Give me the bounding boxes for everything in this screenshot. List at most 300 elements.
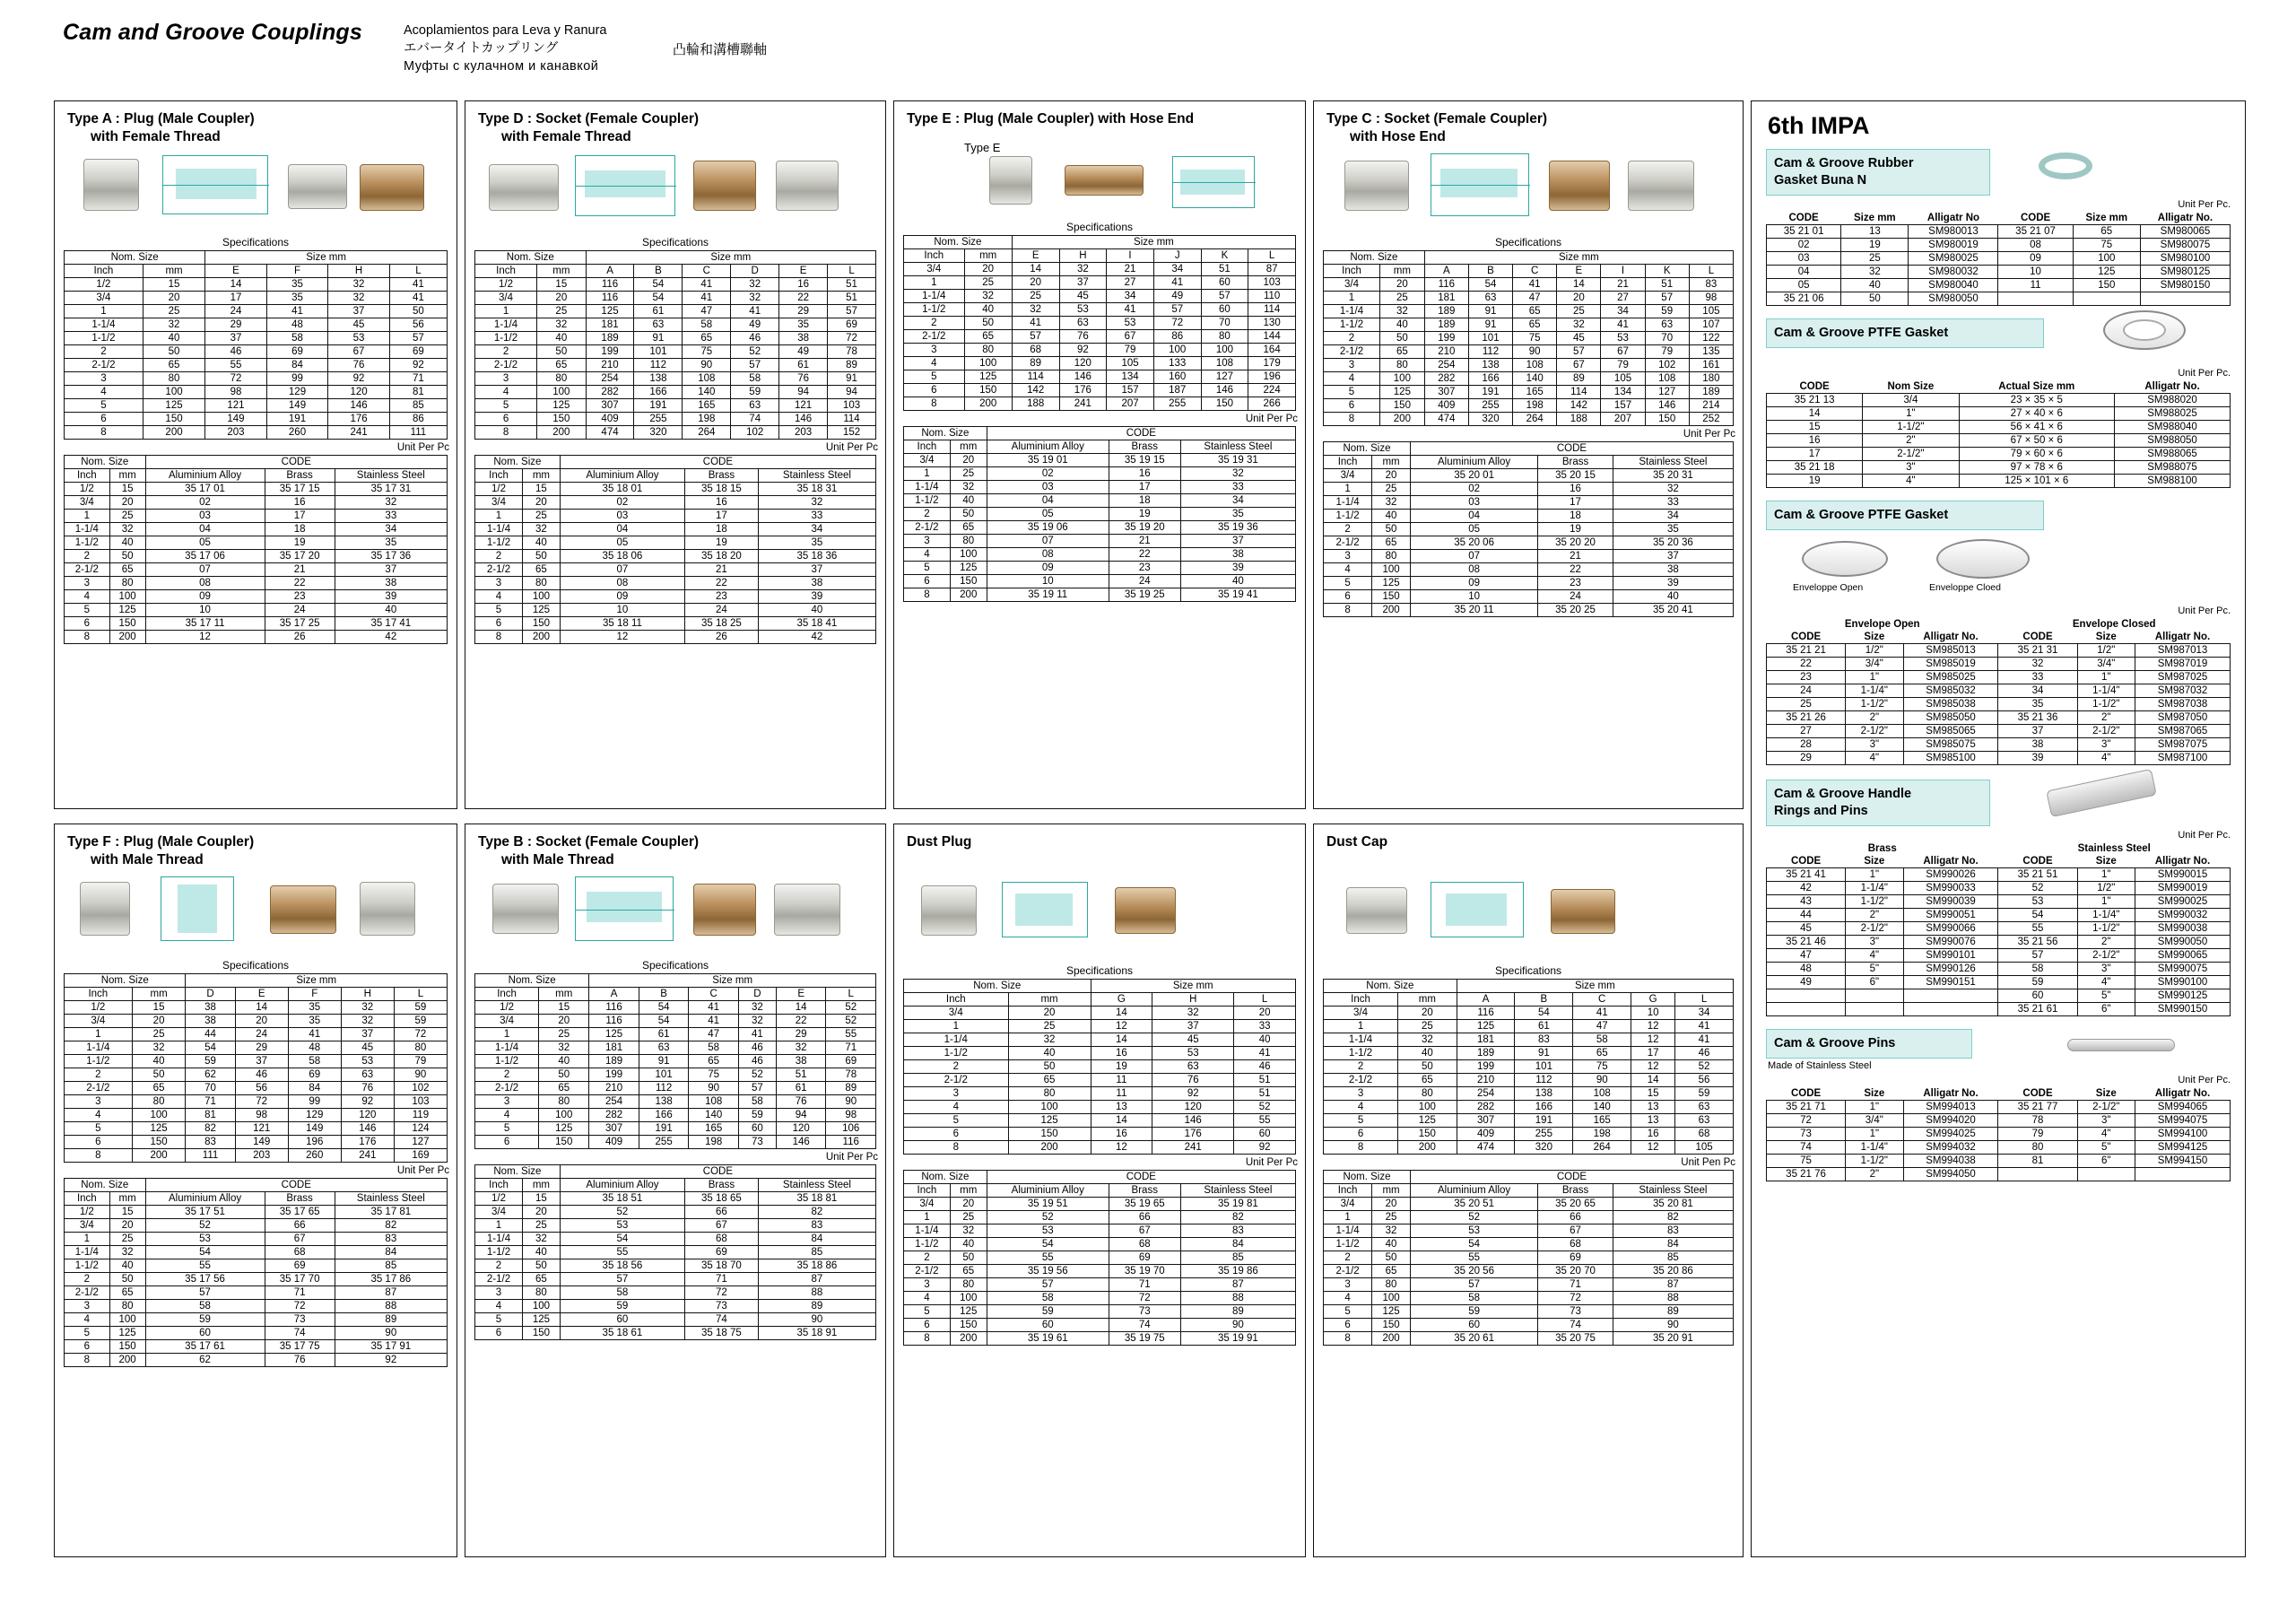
cell-value: 166 xyxy=(1515,1101,1573,1114)
cell-value: 241 xyxy=(1152,1141,1234,1155)
cell-value: 4" xyxy=(1846,752,1903,765)
cell-value: SM988075 xyxy=(2115,461,2231,475)
impa-ptfe2-body xyxy=(1767,618,2231,765)
cell-value: SM990100 xyxy=(2135,976,2231,989)
table-row xyxy=(65,1068,448,1082)
cell-code: 08 xyxy=(1410,563,1537,577)
cell-value: 57 xyxy=(828,305,876,318)
cell-value: 35 21 06 xyxy=(1767,292,1841,306)
cell-value: 46 xyxy=(235,1068,288,1082)
cell-value: SM987025 xyxy=(2135,671,2231,684)
table-row xyxy=(475,413,876,426)
table-subheader-row xyxy=(65,469,448,483)
cell-value: 32 xyxy=(1152,1007,1234,1020)
cell-code: 89 xyxy=(1613,1305,1733,1319)
cell-code: 35 19 81 xyxy=(1180,1198,1295,1211)
cell-value: 203 xyxy=(779,426,828,440)
cell-value: 1" xyxy=(1846,671,1903,684)
table-row xyxy=(904,1238,1296,1251)
cell-value: 81 xyxy=(1998,1155,2077,1168)
cell-nom-size: 2-1/2 xyxy=(1324,345,1380,359)
col-header-mm: mm xyxy=(539,988,589,1001)
cell-nom-size: 6 xyxy=(904,384,965,397)
cell-value: SM990151 xyxy=(1903,976,1998,989)
cell-value: 1-1/2" xyxy=(1846,698,1903,711)
col-header-e: E xyxy=(776,988,826,1001)
type-b-photo-1 xyxy=(492,884,559,934)
cell-value: 101 xyxy=(634,345,683,359)
cell-value: 46 xyxy=(1234,1060,1296,1074)
table-subheader-row xyxy=(1324,456,1734,469)
col-header-inch: Inch xyxy=(65,265,144,278)
cell-value: 59 xyxy=(1645,305,1689,318)
table-row xyxy=(1767,936,2231,949)
cell-value: 17 xyxy=(205,292,267,305)
cell-nom-size: 1-1/4 xyxy=(1324,1033,1398,1047)
cell-nom-size: 100 xyxy=(1008,1101,1091,1114)
cell-value: SM985075 xyxy=(1903,738,1998,752)
table-row xyxy=(1324,577,1734,590)
cell-value: 83 xyxy=(186,1136,235,1149)
cell-code: 35 17 86 xyxy=(335,1273,447,1286)
cell-value: 35 21 51 xyxy=(1998,868,2077,882)
cell-value: 86 xyxy=(1153,330,1201,344)
cell-value: 2-1/2" xyxy=(1863,448,1959,461)
cell-value: 11 xyxy=(1091,1074,1152,1087)
table-header-row xyxy=(1767,1087,2231,1101)
cell-code: 03 xyxy=(560,510,684,523)
cell-nom-size: 2-1/2 xyxy=(1324,1074,1398,1087)
cell-nom-size: 4 xyxy=(1324,1292,1372,1305)
cell-value: SM985065 xyxy=(1903,725,1998,738)
col-header-code: CODE xyxy=(1799,381,1830,392)
col-group-nom-size: Nom. Size xyxy=(904,980,1091,993)
cell-nom-size: 5 xyxy=(65,399,144,413)
cell-nom-size: 25 xyxy=(523,510,561,523)
cell-value: 60 xyxy=(1201,276,1248,290)
cell-code: 03 xyxy=(1410,496,1537,510)
cell-value: 53 xyxy=(1152,1047,1234,1060)
cell-nom-size: 2-1/2 xyxy=(1324,536,1372,550)
cell-value: 80 xyxy=(1998,1141,2077,1155)
cell-value: SM990150 xyxy=(2135,1003,2231,1016)
cell-value: 35 21 77 xyxy=(1998,1101,2077,1114)
cell-nom-size: 3 xyxy=(904,1087,1009,1101)
col-header-b: B xyxy=(634,265,683,278)
cell-nom-size: 40 xyxy=(1380,318,1425,332)
cell-value: 146 xyxy=(1152,1114,1234,1128)
table-subheader-row xyxy=(65,265,448,278)
col-header-inch: Inch xyxy=(904,440,951,454)
cell-nom-size: 3/4 xyxy=(475,1015,539,1028)
cell-value xyxy=(1903,989,1998,1003)
col-header-inch: Inch xyxy=(475,469,523,483)
cell-nom-size: 8 xyxy=(65,631,110,644)
cell-code: 82 xyxy=(1180,1211,1295,1224)
cell-value: 16 xyxy=(1631,1128,1675,1141)
cell-nom-size: 3 xyxy=(904,535,951,548)
cell-value: 1" xyxy=(1846,1101,1903,1114)
panel-type-b xyxy=(465,824,886,1557)
cell-value: 134 xyxy=(1107,370,1154,384)
cell-nom-size: 100 xyxy=(1372,563,1411,577)
cell-value: 1-1/4" xyxy=(2077,684,2135,698)
cell-code: 35 19 06 xyxy=(987,521,1109,535)
cell-value: 41 xyxy=(1675,1020,1734,1033)
col-group-code: CODE xyxy=(560,1165,875,1179)
cell-value: 13 xyxy=(1631,1101,1675,1114)
cell-value: 35 xyxy=(288,1015,341,1028)
cell-code: 12 xyxy=(145,631,265,644)
cell-code: 39 xyxy=(1613,577,1733,590)
cell-value: 196 xyxy=(1248,370,1296,384)
table-row xyxy=(475,1136,876,1149)
dust-plug-photo-2 xyxy=(1115,887,1176,934)
cell-value: SM990032 xyxy=(2135,909,2231,922)
cell-code: 24 xyxy=(1538,590,1613,604)
cell-value: SM987050 xyxy=(2135,711,2231,725)
table-subheader-row xyxy=(475,265,876,278)
col-group-code: CODE xyxy=(145,1179,447,1192)
cell-value: 1-1/4" xyxy=(2077,909,2135,922)
cell-code: 04 xyxy=(145,523,265,536)
cell-value: SM985013 xyxy=(1903,644,1998,658)
table-row xyxy=(904,276,1296,290)
cell-value: 41 xyxy=(288,1028,341,1041)
type-f-diagram xyxy=(161,876,234,941)
type-f-code-caption: Unit Per Pc xyxy=(396,1165,449,1176)
cell-value: SM980050 xyxy=(1909,292,1998,306)
col-group-nom-size: Nom. Size xyxy=(65,1179,146,1192)
cell-nom-size: 100 xyxy=(950,548,987,562)
cell-value: 79 xyxy=(1645,345,1689,359)
cell-nom-size: 125 xyxy=(109,1327,145,1340)
cell-nom-size: 150 xyxy=(1372,1319,1411,1332)
cell-value xyxy=(2077,1168,2135,1181)
cell-value: 28 xyxy=(1767,738,1846,752)
cell-value: SM990066 xyxy=(1903,922,1998,936)
cell-code: 05 xyxy=(560,536,684,550)
cell-value: 116 xyxy=(586,278,634,292)
cell-value: 181 xyxy=(586,318,634,332)
table-row xyxy=(1767,922,2231,936)
cell-nom-size: 32 xyxy=(539,1041,589,1055)
cell-code: 58 xyxy=(1410,1292,1537,1305)
cell-code: 35 20 86 xyxy=(1613,1265,1733,1278)
cell-code: 35 xyxy=(335,536,447,550)
cell-value: 191 xyxy=(1515,1114,1573,1128)
cell-value: 13 xyxy=(1091,1101,1152,1114)
cell-nom-size: 2-1/2 xyxy=(904,521,951,535)
cell-value: 43 xyxy=(1767,895,1846,909)
col-header-code: CODE xyxy=(2022,856,2053,867)
cell-code: 57 xyxy=(560,1273,684,1286)
cell-nom-size: 65 xyxy=(950,521,987,535)
cell-value: 51 xyxy=(1645,278,1689,292)
subtitle-russian: Муфты с кулачном и канавкой xyxy=(404,59,599,74)
type-a-spec-caption: Specifications xyxy=(222,236,290,248)
col-header-h: H xyxy=(1152,993,1234,1007)
cell-value: 12 xyxy=(1091,1141,1152,1155)
cell-value: 146 xyxy=(1059,370,1107,384)
cell-value: 47 xyxy=(689,1028,739,1041)
table-row xyxy=(1324,1087,1734,1101)
cell-value: 1" xyxy=(1863,407,1959,421)
cell-nom-size: 1 xyxy=(904,1020,1009,1033)
table-subheader-row xyxy=(904,1184,1296,1198)
cell-code: 58 xyxy=(560,1286,684,1300)
cell-value: 203 xyxy=(205,426,267,440)
cell-nom-size: 5 xyxy=(904,370,965,384)
cell-nom-size: 125 xyxy=(1372,1305,1411,1319)
cell-value: 58 xyxy=(266,332,328,345)
cell-value: 35 21 41 xyxy=(1767,868,1846,882)
table-row xyxy=(65,1327,448,1340)
cell-value: 90 xyxy=(394,1068,447,1082)
cell-nom-size: 15 xyxy=(523,1192,561,1206)
table-row xyxy=(1324,1251,1734,1265)
cell-value: 51 xyxy=(828,292,876,305)
header-subtitles xyxy=(404,22,607,75)
cell-value: 41 xyxy=(389,292,447,305)
cell-nom-size: 40 xyxy=(143,332,204,345)
cell-code: 73 xyxy=(265,1313,335,1327)
cell-code: 07 xyxy=(987,535,1109,548)
cell-nom-size: 100 xyxy=(1372,1292,1411,1305)
cell-code: 18 xyxy=(1538,510,1613,523)
cell-value: SM994125 xyxy=(2135,1141,2231,1155)
col-group-nom-size: Nom. Size xyxy=(1324,442,1411,456)
table-header-row xyxy=(1767,380,2231,394)
cell-value: 120 xyxy=(1152,1101,1234,1114)
table-row xyxy=(65,1219,448,1233)
cell-value: 264 xyxy=(1513,413,1557,426)
col-group-size-mm: Size mm xyxy=(186,974,448,988)
cell-value: 1" xyxy=(1846,1128,1903,1141)
cell-value: 46 xyxy=(738,1055,776,1068)
table-row xyxy=(904,575,1296,588)
table-row xyxy=(1324,1211,1734,1224)
col-group-size-mm: Size mm xyxy=(1012,236,1295,249)
cell-code: 35 xyxy=(1180,508,1295,521)
col-header-inch: Inch xyxy=(475,265,537,278)
cell-value: 3" xyxy=(2077,1114,2135,1128)
panel-type-e xyxy=(893,100,1306,809)
cell-value: 108 xyxy=(683,372,731,386)
cell-value: 207 xyxy=(1601,413,1645,426)
hose-plug-diagram xyxy=(1172,156,1255,208)
cell-value: 22 xyxy=(776,1015,826,1028)
table-header-row xyxy=(1767,631,2231,644)
cell-code: 35 19 11 xyxy=(987,588,1109,602)
table-row xyxy=(904,1251,1296,1265)
cell-nom-size: 20 xyxy=(539,1015,589,1028)
cell-value: SM994038 xyxy=(1903,1155,1998,1168)
plug-photo-2 xyxy=(288,164,347,209)
cell-code: 72 xyxy=(1109,1292,1180,1305)
cell-value: SM980032 xyxy=(1909,266,1998,279)
cell-value: 91 xyxy=(1468,318,1512,332)
type-d-code-caption: Unit Per Pc xyxy=(825,442,878,453)
cell-code: 73 xyxy=(1538,1305,1613,1319)
table-row xyxy=(65,278,448,292)
col-header-inch: Inch xyxy=(904,249,965,263)
cell-value: 51 xyxy=(1201,263,1248,276)
cell-nom-size: 150 xyxy=(109,1340,145,1354)
cell-nom-size: 1/2 xyxy=(475,1001,539,1015)
col-header-d: D xyxy=(738,988,776,1001)
cell-value: SM985050 xyxy=(1903,711,1998,725)
table-row xyxy=(1324,536,1734,550)
cell-value: 67 × 50 × 6 xyxy=(1959,434,2115,448)
cell-value: 45 xyxy=(1557,332,1601,345)
cell-value: 409 xyxy=(586,413,634,426)
cell-value: SM985038 xyxy=(1903,698,1998,711)
cell-code: 35 18 36 xyxy=(758,550,875,563)
cell-value: 188 xyxy=(1557,413,1601,426)
cell-value: SM994032 xyxy=(1903,1141,1998,1155)
cell-code: 37 xyxy=(335,563,447,577)
cell-nom-size: 80 xyxy=(1380,359,1425,372)
col-header-c: C xyxy=(1573,993,1631,1007)
cell-value: 76 xyxy=(776,1095,826,1109)
cell-value: 106 xyxy=(826,1122,876,1136)
cell-value: 58 xyxy=(689,1041,739,1055)
cell-value: 70 xyxy=(1645,332,1689,345)
type-c-code-caption: Unit Per Pc xyxy=(1683,429,1735,440)
cell-value: 24 xyxy=(1767,684,1846,698)
col-header-stainless-steel: Stainless Steel xyxy=(758,1179,875,1192)
col-header-d: D xyxy=(186,988,235,1001)
col-header-e: E xyxy=(1557,265,1601,278)
cell-code: 35 20 36 xyxy=(1613,536,1733,550)
cell-value: 1-1/2" xyxy=(2077,698,2135,711)
cell-code: 53 xyxy=(145,1233,265,1246)
cell-value: SM987019 xyxy=(2135,658,2231,671)
dust-plug-code-table xyxy=(903,1170,1296,1346)
cell-nom-size: 2 xyxy=(475,345,537,359)
col-header-code: CODE xyxy=(2022,1088,2053,1099)
cell-value: 63 xyxy=(1675,1101,1734,1114)
dust-cap-photo-2 xyxy=(1551,889,1615,934)
cell-value: 282 xyxy=(1457,1101,1515,1114)
cell-nom-size: 125 xyxy=(950,1305,987,1319)
cell-value: 35 xyxy=(266,292,328,305)
cell-code: 17 xyxy=(1538,496,1613,510)
cell-value: 61 xyxy=(634,305,683,318)
cell-value: 59 xyxy=(394,1001,447,1015)
table-row xyxy=(475,292,876,305)
cell-nom-size: 4 xyxy=(904,1292,951,1305)
cell-nom-size: 25 xyxy=(109,1233,145,1246)
cell-code: 52 xyxy=(1410,1211,1537,1224)
cell-value: 142 xyxy=(1012,384,1059,397)
cell-code: 17 xyxy=(265,510,335,523)
cell-value: 149 xyxy=(235,1136,288,1149)
cell-nom-size: 4 xyxy=(904,357,965,370)
table-header-row xyxy=(904,236,1296,249)
cell-value: 63 xyxy=(639,1041,689,1055)
cell-value: SM990126 xyxy=(1903,963,1998,976)
table-row xyxy=(65,510,448,523)
cell-nom-size: 50 xyxy=(1008,1060,1091,1074)
table-row xyxy=(65,1055,448,1068)
col-group-code: CODE xyxy=(1410,442,1733,456)
cell-code: 21 xyxy=(1109,535,1180,548)
cell-value: 55 xyxy=(205,359,267,372)
cell-value: 5" xyxy=(2077,989,2135,1003)
cell-value xyxy=(1998,292,2073,306)
cell-value: 107 xyxy=(1689,318,1733,332)
cell-code: 40 xyxy=(335,604,447,617)
table-row xyxy=(904,454,1296,467)
cell-value: 45 xyxy=(1767,922,1846,936)
cell-nom-size: 8 xyxy=(904,588,951,602)
type-e-spec-body xyxy=(904,236,1296,411)
table-row xyxy=(1767,279,2231,292)
type-b-code-caption: Unit Per Pc xyxy=(825,1152,878,1163)
cell-value: 52 xyxy=(1234,1101,1296,1114)
cell-nom-size: 20 xyxy=(109,496,145,510)
col-group-code: CODE xyxy=(560,456,875,469)
cell-value: 307 xyxy=(1424,386,1468,399)
cell-value: 38 xyxy=(186,1015,235,1028)
cell-value: 210 xyxy=(1457,1074,1515,1087)
cell-code: 35 19 51 xyxy=(987,1198,1109,1211)
cell-value: 41 xyxy=(1573,1007,1631,1020)
cell-code: 39 xyxy=(758,590,875,604)
envelope-open-icon xyxy=(1802,541,1888,577)
table-row xyxy=(65,292,448,305)
table-header-row xyxy=(65,1179,448,1192)
cell-code: 55 xyxy=(145,1259,265,1273)
cell-nom-size: 25 xyxy=(950,1211,987,1224)
cell-value: 76 xyxy=(1059,330,1107,344)
cell-code: 35 20 15 xyxy=(1538,469,1613,483)
col-header-mm: mm xyxy=(109,469,145,483)
cell-value: 32 xyxy=(341,1001,394,1015)
cell-value: SM980065 xyxy=(2140,225,2230,239)
cell-value: 71 xyxy=(826,1041,876,1055)
cell-code: 59 xyxy=(987,1305,1109,1319)
cell-value: 67 xyxy=(1107,330,1154,344)
cell-value: 210 xyxy=(1424,345,1468,359)
cell-nom-size: 2-1/2 xyxy=(904,1265,951,1278)
cell-value: 150 xyxy=(2073,279,2140,292)
cell-value: 125 xyxy=(2073,266,2140,279)
cell-value: 70 xyxy=(186,1082,235,1095)
cell-value: 49 xyxy=(779,345,828,359)
cell-nom-size: 150 xyxy=(1398,1128,1457,1141)
cell-value: 108 xyxy=(1201,357,1248,370)
cell-code: 74 xyxy=(1109,1319,1180,1332)
col-group-size-mm: Size mm xyxy=(1091,980,1295,993)
cell-code: 08 xyxy=(560,577,684,590)
cell-value: 282 xyxy=(1424,372,1468,386)
col-header-size: Size xyxy=(1864,632,1885,642)
cell-nom-size: 50 xyxy=(537,345,587,359)
cell-code: 22 xyxy=(1109,548,1180,562)
cell-code: 16 xyxy=(1109,467,1180,481)
cell-code: 35 20 51 xyxy=(1410,1198,1537,1211)
table-row xyxy=(65,332,448,345)
cell-nom-size: 3/4 xyxy=(1324,469,1372,483)
table-row xyxy=(475,1068,876,1082)
cell-value: SM988040 xyxy=(2115,421,2231,434)
cell-code: 35 19 20 xyxy=(1109,521,1180,535)
cell-nom-size: 2-1/2 xyxy=(904,330,965,344)
cell-nom-size: 150 xyxy=(950,1319,987,1332)
